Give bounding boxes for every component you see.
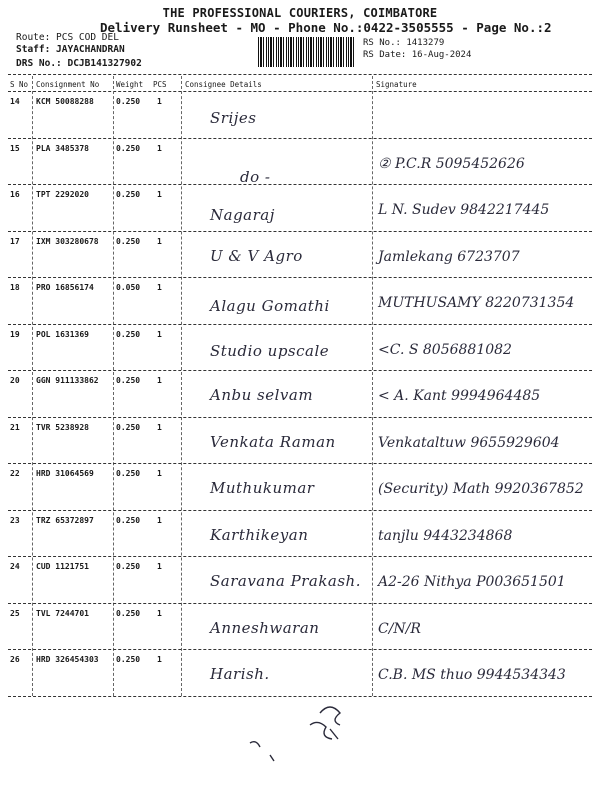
- row-pcs: 1: [157, 422, 162, 432]
- row-sno: 26: [10, 655, 20, 664]
- row-pcs: 1: [157, 515, 162, 525]
- row-consignee-name: Muthukumar: [210, 479, 315, 497]
- col-pcs: PCS: [153, 80, 167, 89]
- rs-date: RS Date: 16-Aug-2024: [363, 50, 472, 60]
- row-pcs: 1: [157, 190, 162, 199]
- runsheet-title: THE PROFESSIONAL COURIERS, COIMBATORE: [162, 6, 438, 20]
- row-pcs: 1: [157, 97, 162, 106]
- row-signature: Jamlekang 6723707: [378, 248, 520, 265]
- rs-number: RS No.: 1413279: [363, 38, 445, 48]
- row-sno: 24: [10, 562, 20, 571]
- row-weight: 0.050: [116, 283, 141, 292]
- row-consignment-no: POL 1631369: [36, 329, 89, 339]
- row-weight: 0.250: [116, 422, 141, 432]
- col-weight: Weight: [116, 80, 144, 89]
- row-sno: 14: [10, 97, 20, 106]
- row-consignment-no: KCM 50088288: [36, 97, 94, 106]
- row-divider: [8, 510, 592, 511]
- row-consignment-no: TVR 5238928: [36, 422, 89, 432]
- row-divider: [8, 649, 592, 650]
- row-divider: [8, 417, 592, 418]
- row-consignment-no: PLA 3485378: [36, 143, 89, 153]
- row-weight: 0.250: [116, 515, 141, 525]
- row-signature: L N. Sudev 9842217445: [378, 202, 550, 218]
- row-consignee-name: Alagu Gomathi: [210, 297, 330, 315]
- row-divider: [8, 556, 592, 557]
- row-sno: 25: [10, 608, 20, 618]
- row-signature: < A. Kant 9994964485: [378, 388, 541, 404]
- row-pcs: 1: [157, 283, 162, 292]
- row-divider: [8, 603, 592, 604]
- staff-label: Staff: JAYACHANDRAN: [16, 44, 125, 55]
- col-consignee: Consignee Details: [185, 80, 262, 89]
- row-weight: 0.250: [116, 190, 141, 199]
- row-weight: 0.250: [116, 376, 141, 385]
- row-consignment-no: GGN 911133862: [36, 376, 99, 385]
- table-header-rule: [8, 91, 592, 92]
- row-consignment-no: HRD 31064569: [36, 469, 94, 478]
- row-signature: C/N/R: [378, 620, 421, 637]
- row-consignee-name: Venkata Raman: [210, 432, 336, 451]
- col-consignment: Consignment No: [36, 80, 100, 89]
- row-consignee-name: do -: [240, 167, 271, 186]
- table-top-rule: [8, 74, 592, 75]
- barcode-icon: [258, 37, 356, 67]
- row-divider: [8, 231, 592, 232]
- row-pcs: 1: [157, 562, 162, 571]
- row-consignment-no: PRO 16856174: [36, 283, 94, 292]
- row-pcs: 1: [157, 608, 162, 618]
- row-consignee-name: Saravana Prakash.: [210, 572, 361, 590]
- row-consignee-name: U & V Agro: [210, 246, 303, 265]
- row-divider: [8, 138, 592, 139]
- row-consignee-name: Harish.: [210, 665, 270, 683]
- row-divider: [8, 277, 592, 278]
- row-weight: 0.250: [116, 97, 141, 106]
- row-signature: ② P.C.R 5095452626: [378, 155, 525, 172]
- row-consignment-no: TRZ 65372897: [36, 515, 94, 525]
- row-sno: 20: [10, 376, 20, 385]
- row-sno: 19: [10, 329, 20, 339]
- row-weight: 0.250: [116, 655, 141, 664]
- row-weight: 0.250: [116, 236, 141, 246]
- row-pcs: 1: [157, 655, 162, 664]
- row-weight: 0.250: [116, 608, 141, 618]
- row-pcs: 1: [157, 469, 162, 478]
- row-consignee-name: Studio upscale: [210, 341, 330, 360]
- row-sno: 18: [10, 283, 20, 292]
- row-divider: [8, 370, 592, 371]
- row-consignment-no: HRD 326454303: [36, 655, 99, 664]
- row-pcs: 1: [157, 236, 162, 246]
- row-consignee-name: Srijes: [210, 109, 257, 127]
- row-sno: 17: [10, 236, 20, 246]
- row-consignment-no: TVL 7244701: [36, 608, 89, 618]
- row-pcs: 1: [157, 143, 162, 153]
- row-signature: A2-26 Nithya P003651501: [378, 574, 566, 590]
- row-weight: 0.250: [116, 143, 141, 153]
- scribble-mark-icon: [240, 695, 370, 765]
- row-signature: MUTHUSAMY 8220731354: [378, 295, 575, 311]
- row-consignment-no: CUD 1121751: [36, 562, 89, 571]
- row-consignee-name: Anbu selvam: [210, 386, 314, 404]
- row-consignee-name: Karthikeyan: [210, 525, 309, 544]
- row-sno: 15: [10, 143, 20, 153]
- row-weight: 0.250: [116, 469, 141, 478]
- row-weight: 0.250: [116, 329, 141, 339]
- row-consignment-no: IXM 303280678: [36, 236, 99, 246]
- row-divider: [8, 463, 592, 464]
- row-consignee-name: Nagaraj: [210, 206, 275, 224]
- row-divider: [8, 184, 592, 185]
- row-signature: tanjlu 9443234868: [378, 527, 513, 544]
- row-signature: (Security) Math 9920367852: [378, 481, 584, 497]
- drs-number: DRS No.: DCJB141327902: [16, 58, 142, 69]
- col-signature: Signature: [376, 80, 417, 89]
- row-sno: 23: [10, 515, 20, 525]
- row-signature: Venkataltuw 9655929604: [378, 434, 560, 451]
- col-sno: S No: [10, 80, 29, 89]
- row-consignee-name: Anneshwaran: [210, 618, 320, 637]
- row-signature: <C. S 8056881082: [378, 341, 512, 358]
- row-sno: 22: [10, 469, 20, 478]
- row-pcs: 1: [157, 329, 162, 339]
- row-sno: 16: [10, 190, 20, 199]
- runsheet-subtitle: Delivery Runsheet - MO - Phone No.:0422-3505555 - Page No.:2: [100, 20, 552, 35]
- row-sno: 21: [10, 422, 20, 432]
- row-pcs: 1: [157, 376, 162, 385]
- row-consignment-no: TPT 2292020: [36, 190, 89, 199]
- route-label: Route: PCS COD DEL: [16, 32, 119, 43]
- row-weight: 0.250: [116, 562, 141, 571]
- row-divider: [8, 324, 592, 325]
- row-signature: C.B. MS thuo 9944534343: [378, 667, 566, 683]
